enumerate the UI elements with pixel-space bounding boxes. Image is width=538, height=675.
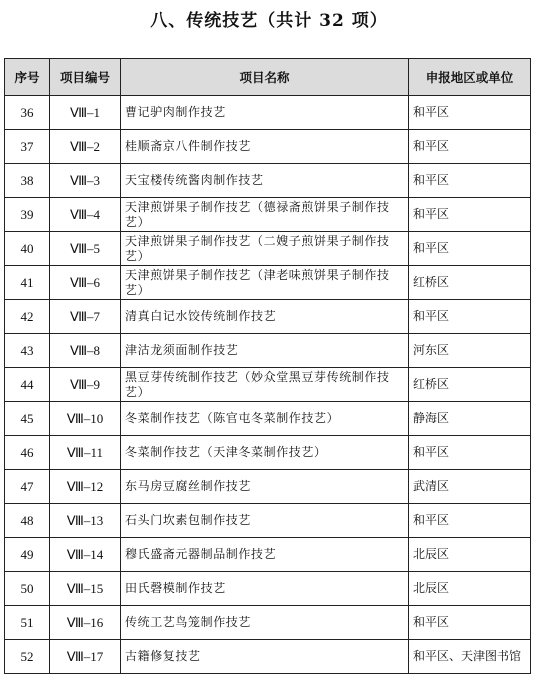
header-name: 项目名称 xyxy=(121,59,409,96)
cell-code: Ⅷ–9 xyxy=(50,368,121,402)
page-title: 八、传统技艺（共计 32 项） xyxy=(150,11,388,31)
cell-seq: 52 xyxy=(5,640,50,674)
cell-code: Ⅷ–16 xyxy=(50,606,121,640)
cell-unit: 和平区 xyxy=(409,606,531,640)
cell-seq: 43 xyxy=(5,334,50,368)
cell-unit: 和平区 xyxy=(409,198,531,232)
cell-name: 穆氏盛斋元器制品制作技艺 xyxy=(121,538,409,572)
cell-seq: 46 xyxy=(5,436,50,470)
table-row xyxy=(5,368,531,402)
cell-seq: 36 xyxy=(5,96,50,130)
table-row xyxy=(5,504,531,538)
cell-code: Ⅷ–17 xyxy=(50,640,121,674)
cell-name: 天津煎饼果子制作技艺（津老味煎饼果子制作技艺） xyxy=(121,266,409,300)
cell-code: Ⅷ–1 xyxy=(50,96,121,130)
cell-code: Ⅷ–6 xyxy=(50,266,121,300)
table-row xyxy=(5,606,531,640)
cell-name: 传统工艺鸟笼制作技艺 xyxy=(121,606,409,640)
table-row xyxy=(5,164,531,198)
cell-name: 田氏磬模制作技艺 xyxy=(121,572,409,606)
table-row xyxy=(5,402,531,436)
table-row xyxy=(5,640,531,674)
cell-seq: 50 xyxy=(5,572,50,606)
cell-code: Ⅷ–3 xyxy=(50,164,121,198)
cell-unit: 北辰区 xyxy=(409,538,531,572)
table-row xyxy=(5,130,531,164)
cell-seq: 38 xyxy=(5,164,50,198)
cell-seq: 51 xyxy=(5,606,50,640)
header-seq: 序号 xyxy=(5,59,50,96)
cell-name: 黑豆芽传统制作技艺（妙众堂黑豆芽传统制作技艺） xyxy=(121,368,409,402)
cell-name: 冬菜制作技艺（陈官屯冬菜制作技艺） xyxy=(121,402,409,436)
cell-unit: 红桥区 xyxy=(409,266,531,300)
header-unit: 申报地区或单位 xyxy=(409,59,531,96)
cell-unit: 静海区 xyxy=(409,402,531,436)
cell-seq: 41 xyxy=(5,266,50,300)
cell-unit: 和平区 xyxy=(409,130,531,164)
cell-code: Ⅷ–7 xyxy=(50,300,121,334)
cell-name: 古籍修复技艺 xyxy=(121,640,409,674)
table-row xyxy=(5,198,531,232)
cell-code: Ⅷ–11 xyxy=(50,436,121,470)
table-header-row xyxy=(5,59,531,96)
header-code: 项目编号 xyxy=(50,59,121,96)
table-body xyxy=(5,96,531,674)
cell-code: Ⅷ–4 xyxy=(50,198,121,232)
cell-unit: 和平区、天津图书馆 xyxy=(409,640,531,674)
cell-unit: 和平区 xyxy=(409,232,531,266)
cell-seq: 49 xyxy=(5,538,50,572)
table-row xyxy=(5,436,531,470)
cell-name: 津沽龙须面制作技艺 xyxy=(121,334,409,368)
cell-unit: 北辰区 xyxy=(409,572,531,606)
cell-seq: 42 xyxy=(5,300,50,334)
cell-unit: 和平区 xyxy=(409,164,531,198)
cell-unit: 和平区 xyxy=(409,300,531,334)
table-row xyxy=(5,300,531,334)
cell-name: 天宝楼传统酱肉制作技艺 xyxy=(121,164,409,198)
cell-code: Ⅷ–15 xyxy=(50,572,121,606)
cell-name: 冬菜制作技艺（天津冬菜制作技艺） xyxy=(121,436,409,470)
cell-seq: 45 xyxy=(5,402,50,436)
cell-code: Ⅷ–14 xyxy=(50,538,121,572)
cell-unit: 河东区 xyxy=(409,334,531,368)
cell-code: Ⅷ–5 xyxy=(50,232,121,266)
cell-name: 曹记驴肉制作技艺 xyxy=(121,96,409,130)
cell-code: Ⅷ–13 xyxy=(50,504,121,538)
cell-name: 清真白记水饺传统制作技艺 xyxy=(121,300,409,334)
cell-code: Ⅷ–10 xyxy=(50,402,121,436)
table-row xyxy=(5,538,531,572)
cell-code: Ⅷ–12 xyxy=(50,470,121,504)
cell-code: Ⅷ–8 xyxy=(50,334,121,368)
cell-unit: 和平区 xyxy=(409,504,531,538)
heritage-table xyxy=(4,58,531,674)
table-row xyxy=(5,232,531,266)
table-row xyxy=(5,266,531,300)
cell-unit: 和平区 xyxy=(409,436,531,470)
table-row xyxy=(5,96,531,130)
cell-unit: 红桥区 xyxy=(409,368,531,402)
cell-code: Ⅷ–2 xyxy=(50,130,121,164)
cell-name: 石头门坎素包制作技艺 xyxy=(121,504,409,538)
cell-seq: 39 xyxy=(5,198,50,232)
table-row xyxy=(5,334,531,368)
cell-name: 桂顺斋京八件制作技艺 xyxy=(121,130,409,164)
cell-seq: 47 xyxy=(5,470,50,504)
cell-seq: 40 xyxy=(5,232,50,266)
table-row xyxy=(5,470,531,504)
cell-name: 天津煎饼果子制作技艺（德禄斋煎饼果子制作技艺） xyxy=(121,198,409,232)
cell-seq: 48 xyxy=(5,504,50,538)
table-row xyxy=(5,572,531,606)
cell-name: 天津煎饼果子制作技艺（二嫂子煎饼果子制作技艺） xyxy=(121,232,409,266)
cell-unit: 和平区 xyxy=(409,96,531,130)
cell-seq: 44 xyxy=(5,368,50,402)
cell-seq: 37 xyxy=(5,130,50,164)
cell-name: 东马房豆腐丝制作技艺 xyxy=(121,470,409,504)
cell-unit: 武清区 xyxy=(409,470,531,504)
